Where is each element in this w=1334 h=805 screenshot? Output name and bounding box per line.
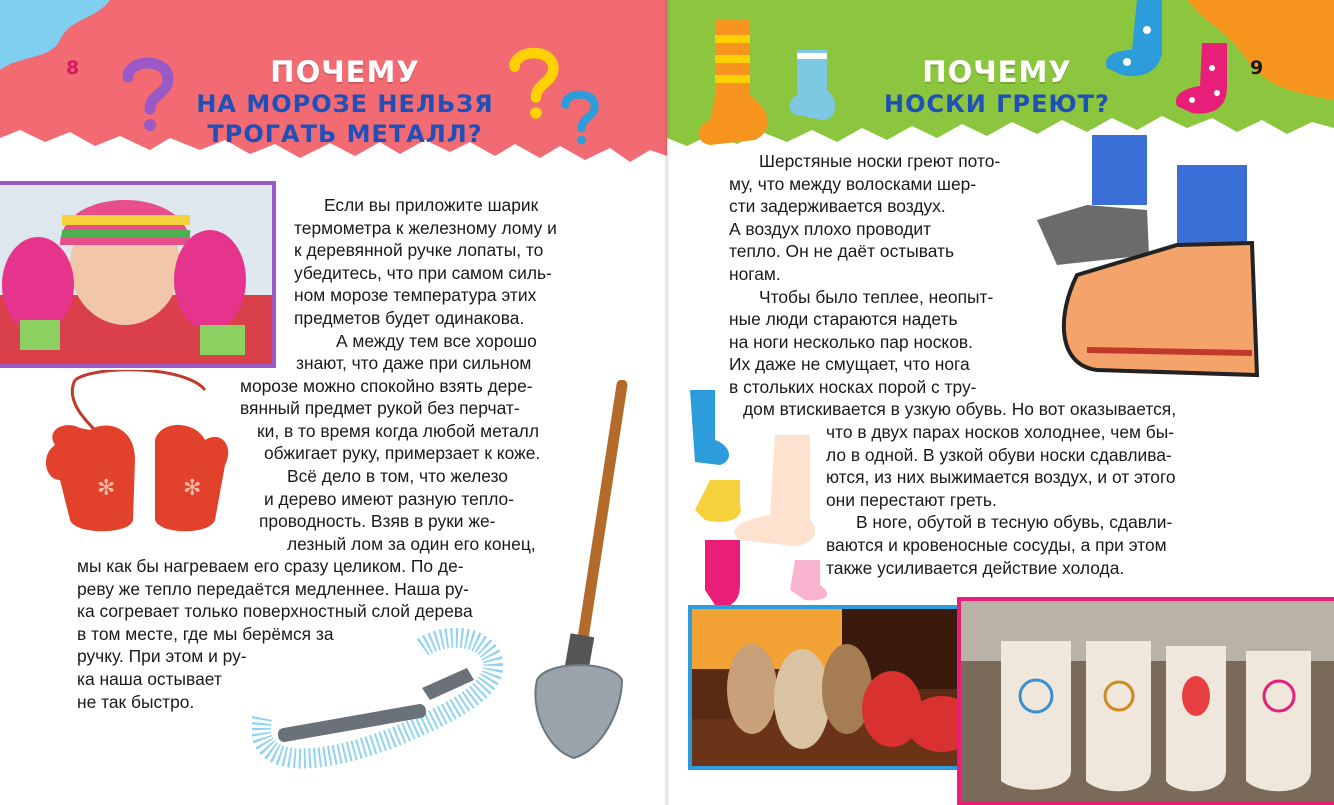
text-line: что в двух парах носков холоднее, чем бы- (826, 422, 1175, 442)
text-line: термометра к железному лому и (294, 217, 557, 238)
page-number: 8 (66, 57, 80, 79)
title-line: ПОЧЕМУ (922, 55, 1072, 89)
text-line: убедитесь, что при самом силь- (294, 262, 552, 283)
text-line: обжигает руку, примерзает к коже. (264, 443, 541, 464)
body-paragraph (77, 555, 552, 713)
text-line: ные люди стараются надеть (729, 309, 958, 330)
text-line: ваются и кровеносные сосуды, а при этом (826, 534, 1167, 555)
text-line: му, что между волосками шер- (729, 173, 977, 194)
body-paragraph (240, 352, 606, 555)
sock-icon (1172, 38, 1237, 118)
svg-text:✻: ✻ (183, 476, 202, 501)
text-line: проводность. Взяв в руки же- (259, 511, 496, 532)
text-line: в том месте, где мы берёмся за (77, 623, 334, 644)
text-line: Их даже не смущает, что нога (729, 354, 970, 375)
text-line: В ноге, обутой в тесную обувь, сдавли- (856, 512, 1173, 533)
right-page (667, 0, 1334, 805)
text-line: знают, что даже при сильном (296, 353, 532, 373)
text-line: ка согревает только поверхностный слой дерева (77, 601, 473, 622)
text-line: ло в одной. В узкой обуви носки сдавлива- (826, 444, 1172, 465)
text-line: реву же тепло передаётся медленнее. Наша ру- (77, 578, 469, 599)
text-line: морозе можно спокойно взять дере- (240, 375, 533, 396)
text-line: на ноги несколько пар носков. (729, 331, 973, 352)
text-line: предметов будет одинакова. (294, 307, 525, 328)
text-line: и дерево имеют разную тепло- (264, 488, 515, 509)
title-line: НОСКИ ГРЕЮТ? (884, 90, 1110, 118)
feet-in-socks-photo (688, 605, 1000, 770)
felt-boots-photo (957, 597, 1334, 805)
text-line: ном морозе температура этих (294, 285, 537, 306)
text-line: к деревянной ручке лопаты, то (294, 240, 544, 261)
text-line: лезный лом за один его конец, (287, 533, 536, 554)
mittens-icon (35, 370, 245, 540)
title-line: ПОЧЕМУ (270, 55, 420, 89)
text-line: ногам. (729, 263, 781, 284)
title-line: НА МОРОЗЕ НЕЛЬЗЯ (196, 90, 494, 118)
text-line: ка наша остывает (77, 668, 222, 689)
text-line: в стольких носках порой с тру- (729, 376, 977, 397)
sock-icon (782, 45, 842, 125)
text-line: ются, из них выжимается воздух, и от этого (826, 467, 1176, 488)
sock-icon (695, 15, 780, 155)
question-mark-icon (558, 88, 602, 148)
text-line: Всё дело в том, что железо (287, 465, 508, 486)
page-title (842, 55, 1152, 119)
text-line: ки, в то время когда любой металл (257, 420, 539, 441)
text-line: тепло. Он не даёт остывать (729, 241, 955, 262)
body-paragraph (294, 194, 606, 352)
girl-in-hat-photo (0, 181, 276, 368)
text-line: Чтобы было теплее, неопыт- (759, 286, 994, 307)
text-line: Если вы приложите шарик (324, 195, 539, 215)
text-line: Шерстяные носки греют пото- (759, 151, 1001, 171)
text-line: ручку. При этом и ру- (77, 646, 247, 667)
page-number: 9 (1250, 57, 1264, 79)
text-line: дом втискивается в узкую обувь. Но вот оказывается, (743, 399, 1177, 419)
boot-icon (1037, 125, 1277, 387)
text-line: мы как бы нагреваем его сразу целиком. По де- (77, 556, 464, 576)
body-paragraph (729, 150, 1013, 399)
title-line: ТРОГАТЬ МЕТАЛЛ? (207, 120, 483, 148)
text-line: не так быстро. (77, 691, 195, 712)
text-line: также усиливается действие холода. (826, 557, 1125, 578)
text-line: вянный предмет рукой без перчат- (240, 398, 520, 419)
text-line: А воздух плохо проводит (729, 218, 932, 239)
text-line: сти задерживается воздух. (729, 196, 946, 217)
body-paragraph (826, 421, 1257, 579)
page-title (150, 55, 540, 149)
text-line: они перестают греть. (826, 489, 997, 510)
text-line: А между тем все хорошо (336, 330, 537, 351)
svg-text:✻: ✻ (97, 476, 116, 501)
book-gutter (664, 0, 670, 805)
